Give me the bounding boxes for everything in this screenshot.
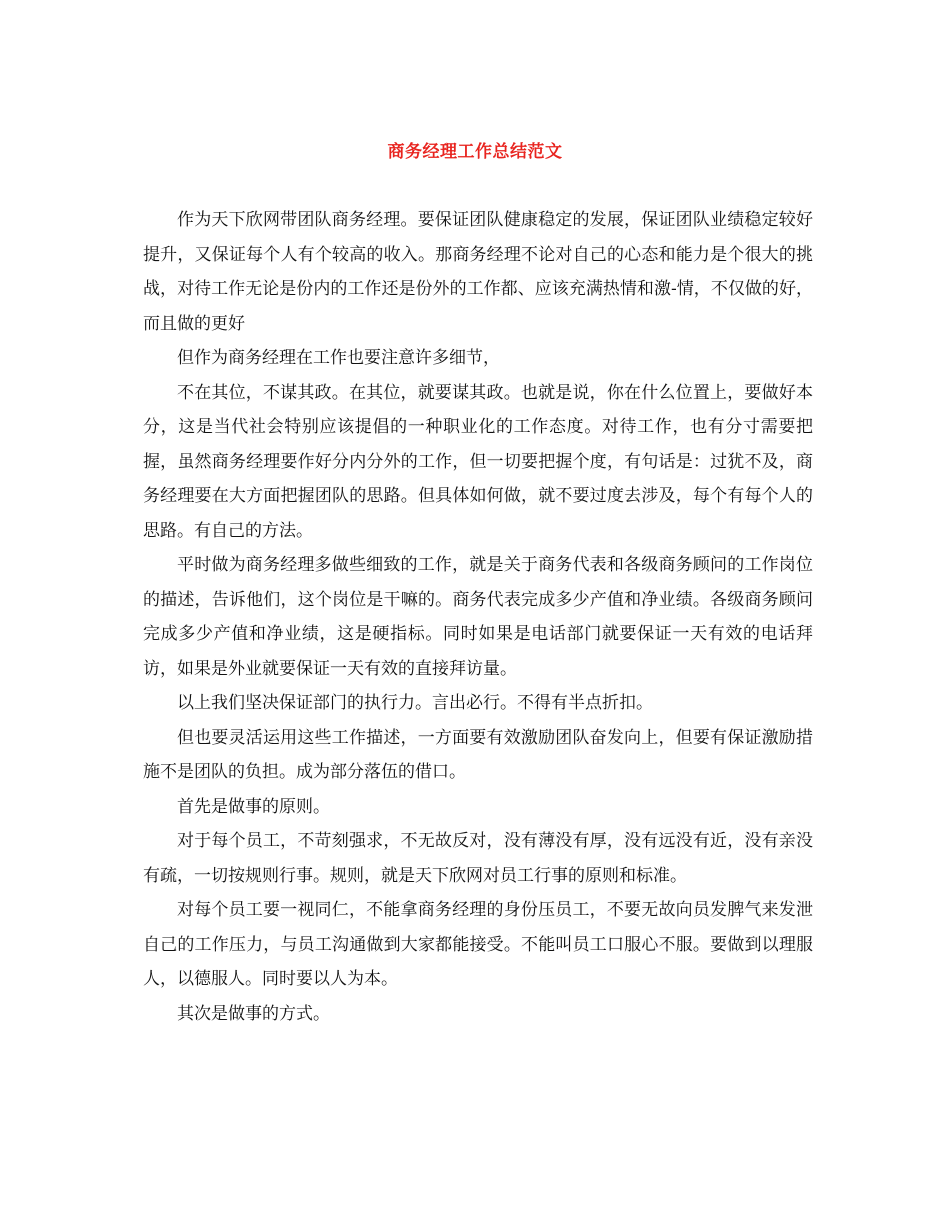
document-title: 商务经理工作总结范文: [387, 142, 563, 162]
paragraph: 但也要灵活运用这些工作描述，一方面要有效激励团队奋发向上，但要有保证激励措施不是团队的负担。成为部分落伍的借口。: [143, 727, 813, 782]
paragraph: 首先是做事的原则。: [177, 796, 330, 817]
paragraph: 作为天下欣网带团队商务经理。要保证团队健康稳定的发展，保证团队业绩稳定较好提升，又保证每个人有个较高的收入。那商务经理不论对自己的心态和能力是个很大的挑战，对待工作无论是份内的工作还是份外的工作都、应该充满热情和激-情，不仅做的好，而且做的更好: [143, 210, 813, 334]
paragraph: 其次是做事的方式。: [177, 1003, 330, 1024]
paragraph: 不在其位，不谋其政。在其位，就要谋其政。也就是说，你在什么位置上，要做好本分，这是当代社会特别应该提倡的一种职业化的工作态度。对待工作，也有分寸需要把握，虽然商务经理要作好分内分外的工作，但一切要把握个度，有句话是：过犹不及，商务经理要在大方面把握团队的思路。但具体如何做，就不要过度去涉及，每个有每个人的思路。有自己的方法。: [143, 382, 813, 541]
paragraph: 对于每个员工，不苛刻强求，不无故反对，没有薄没有厚，没有远没有近，没有亲没有疏，一切按规则行事。规则，就是天下欣网对员工行事的原则和标准。: [143, 831, 813, 886]
paragraph: 对每个员工要一视同仁，不能拿商务经理的身份压员工，不要无故向员发脾气来发泄自己的工作压力，与员工沟通做到大家都能接受。不能叫员工口服心不服。要做到以理服人，以德服人。同时要以人为本。: [143, 900, 813, 989]
paragraph: 以上我们坚决保证部门的执行力。言出必行。不得有半点折扣。: [177, 693, 653, 713]
paragraph: 平时做为商务经理多做些细致的工作，就是关于商务代表和各级商务顾问的工作岗位的描述，告诉他们，这个岗位是干嘛的。商务代表完成多少产值和净业绩。各级商务顾问完成多少产值和净业绩，这是硬指标。同时如果是电话部门就要保证一天有效的电话拜访，如果是外业就要保证一天有效的直接拜访量。: [143, 555, 813, 679]
document-body: [143, 203, 813, 1031]
paragraph: 但作为商务经理在工作也要注意许多细节，: [177, 348, 500, 368]
